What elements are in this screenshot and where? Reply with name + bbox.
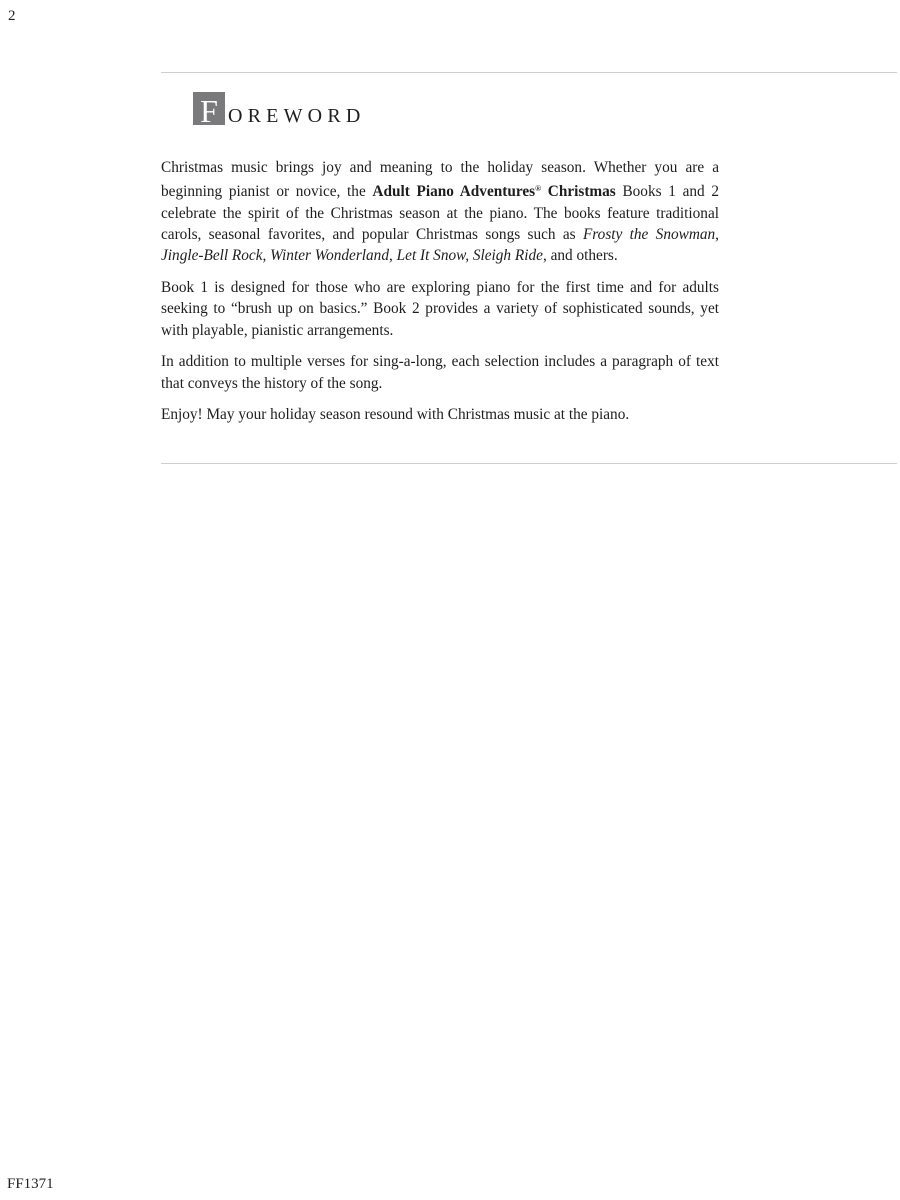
foreword-heading — [193, 91, 366, 129]
registered-mark: ® — [535, 184, 542, 194]
book-title-text: Adult Piano Adventures — [372, 183, 536, 201]
intro-text-2: Books 1 and 2 celebrate the spirit of the Christmas season at the piano. The books feature traditional carols, seasonal favorites, and popular Christmas songs such as — [161, 183, 719, 243]
heading-text: OREWORD — [228, 105, 366, 127]
paragraph-intro — [161, 157, 719, 266]
paragraph-closing: Enjoy! May your holiday season resound with Christmas music at the piano. — [161, 406, 630, 424]
paragraph-verses: In addition to multiple verses for sing-a-long, each selection includes a paragraph of text that conveys the history of the song. — [161, 353, 719, 392]
intro-text: Christmas music brings joy and meaning to the holiday season. Whether you are a beginning pianist or novice, the — [161, 159, 719, 201]
page-number: 2 — [8, 8, 16, 24]
separator: , — [388, 247, 397, 265]
song-title: Let It Snow, Sleigh Ride — [396, 247, 543, 265]
song-title: Frosty the Snowman — [582, 225, 716, 243]
separator: , — [715, 225, 719, 243]
intro-text-end: , and others. — [542, 247, 618, 265]
book-title-christmas: Christmas — [541, 183, 616, 201]
dropcap-box — [193, 92, 225, 129]
paragraph-books: Book 1 is designed for those who are exploring piano for the first time and for adults seeking to “brush up on basics.” Book 2 provides a variety of sophisticated sounds, yet with playable, pianistic arrangements. — [161, 278, 719, 339]
song-title: Jingle-Bell Rock, Winter Wonderland — [161, 247, 389, 265]
top-divider — [161, 72, 897, 73]
foreword-body — [161, 157, 719, 436]
book-title — [372, 183, 615, 200]
dropcap-letter: F — [200, 93, 218, 129]
footer-code: FF1371 — [7, 1176, 54, 1192]
bottom-divider — [161, 463, 897, 464]
